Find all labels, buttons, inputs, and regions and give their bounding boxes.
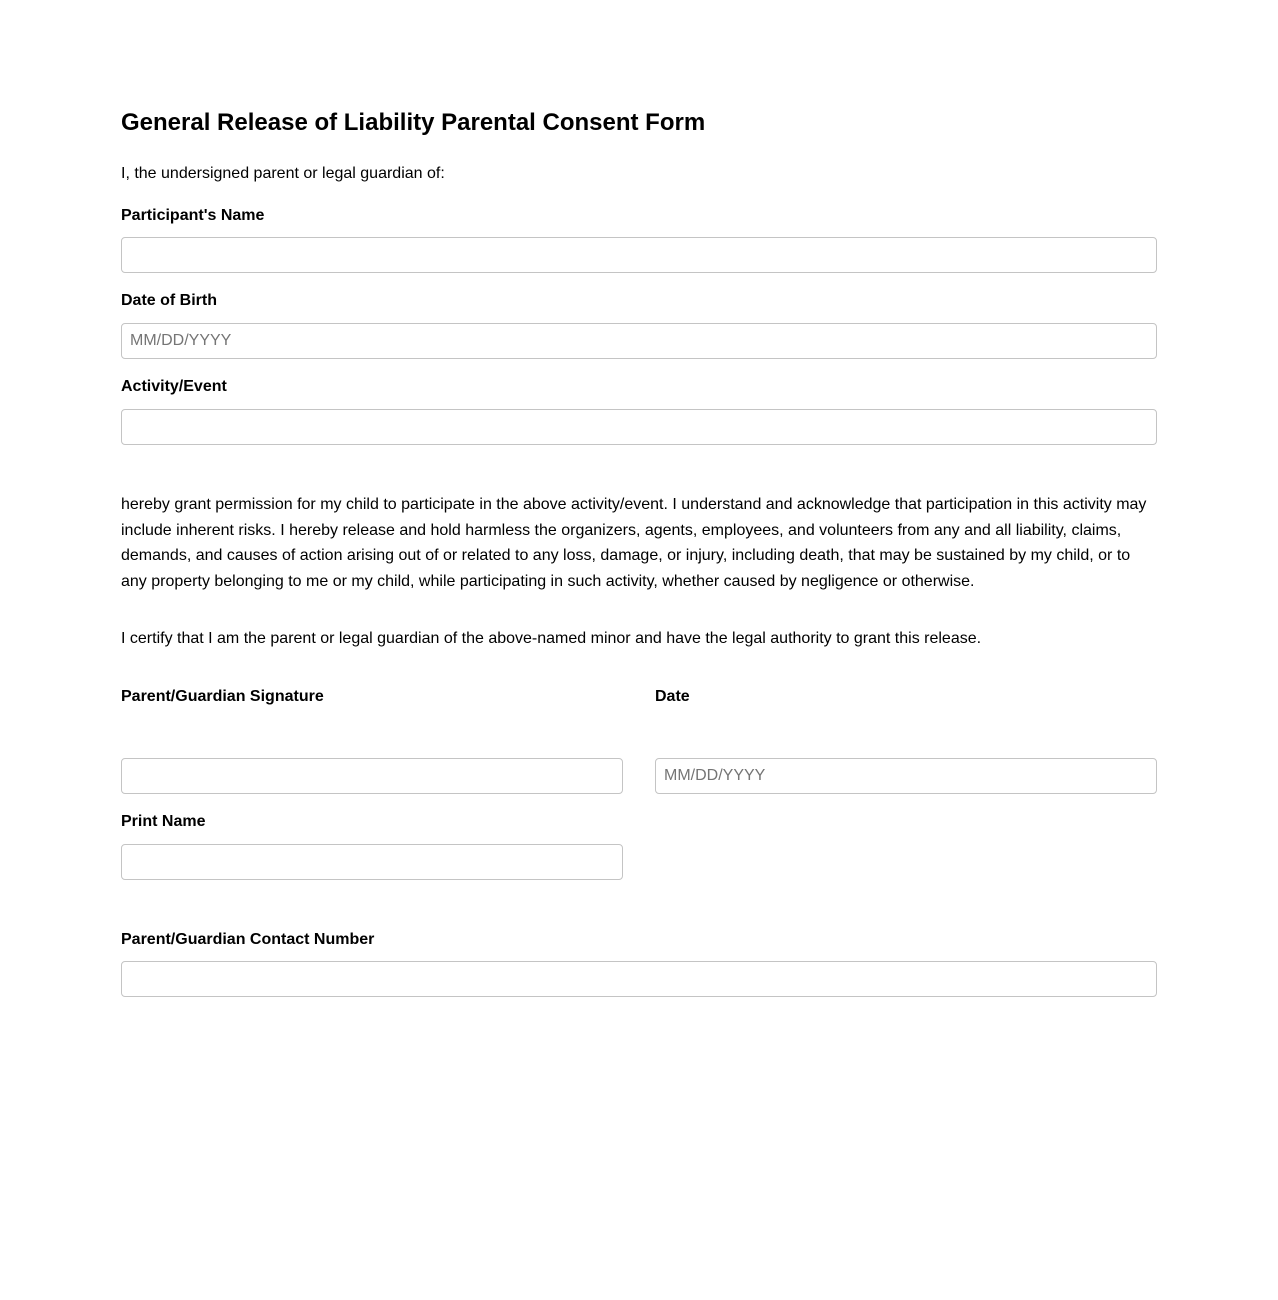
signature-label: Parent/Guardian Signature — [121, 688, 324, 705]
contact-number-input[interactable] — [121, 961, 1157, 997]
signature-date-input[interactable] — [655, 758, 1157, 794]
certification-text: I certify that I am the parent or legal guardian of the above-named minor and have the legal authority to grant this release. — [121, 630, 982, 647]
participant-name-label: Participant's Name — [121, 207, 265, 224]
contact-number-label: Parent/Guardian Contact Number — [121, 931, 375, 948]
signature-date-label: Date — [655, 688, 690, 705]
page-title: General Release of Liability Parental Consent Form — [121, 109, 706, 136]
date-of-birth-label: Date of Birth — [121, 292, 217, 309]
date-of-birth-input[interactable] — [121, 323, 1157, 359]
release-paragraph: hereby grant permission for my child to participate in the above activity/event. I understand and acknowledge that participation in this activity may include inherent risks. I hereby release and hold harmless the organizers, agents, employees, and volunteers from any and all liability, claims, demands, and causes of action arising out of or related to any loss, damage, or injury, including death, that may be sustained by my child, or to any property belonging to me or my child, while participating in such activity, whether caused by negligence or otherwise. — [121, 496, 1147, 590]
participant-name-input[interactable] — [121, 237, 1157, 273]
activity-event-label: Activity/Event — [121, 378, 227, 395]
intro-text: I, the undersigned parent or legal guardian of: — [121, 165, 445, 182]
print-name-label: Print Name — [121, 813, 206, 830]
activity-event-input[interactable] — [121, 409, 1157, 445]
print-name-input[interactable] — [121, 844, 623, 880]
signature-input[interactable] — [121, 758, 623, 794]
